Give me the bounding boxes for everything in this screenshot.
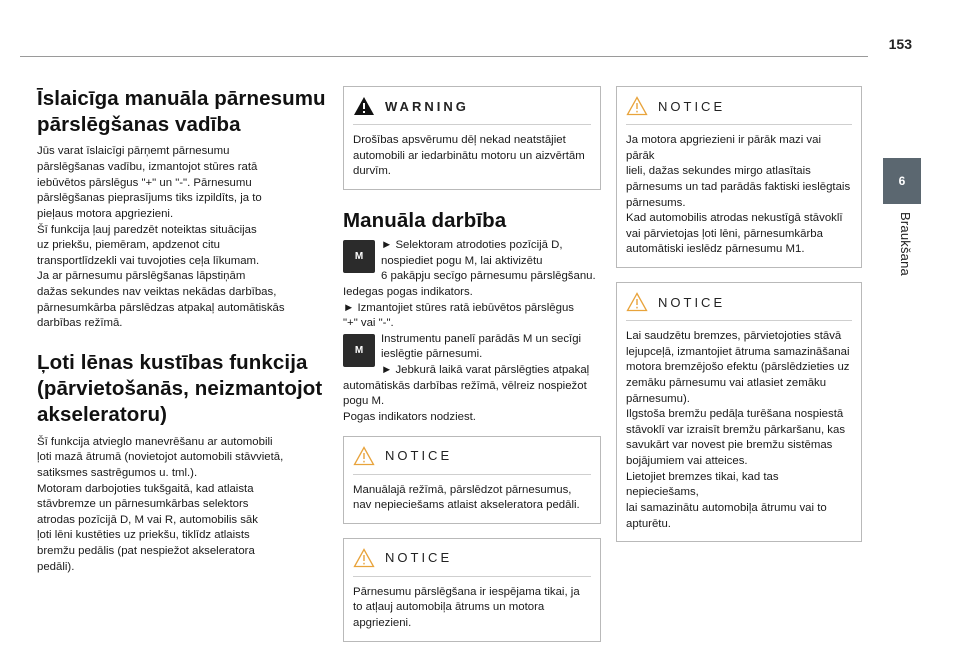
notice-box-2 bbox=[343, 538, 601, 642]
warning-label: WARNING bbox=[385, 98, 469, 114]
notice-label-3: NOTICE bbox=[658, 98, 726, 114]
column-left bbox=[37, 86, 327, 575]
heading-creep-function: Ļoti lēnas kustības funkcija (pārvietošanās, neizmantojot akseleratoru) bbox=[37, 350, 323, 427]
warning-header bbox=[353, 96, 591, 125]
notice-triangle-icon bbox=[353, 548, 375, 568]
notice-triangle-icon bbox=[626, 96, 648, 116]
paragraph-manual-operation-2: M Instrumentu panelī parādās M un secīgi ieslēgtie pārnesumi. ► Jebkurā laikā varat pārslēgties atpakaļ automātiskās darbības režīmā, vēlreiz nospiežot pogu M. Pogas indikators nodziest. bbox=[343, 332, 590, 423]
page-number: 153 bbox=[888, 36, 912, 52]
notice-header-3 bbox=[626, 96, 852, 125]
paragraph-creep-function: Šī funkcija atvieglo manevrēšanu ar automobili ļoti mazā ātrumā (novietojot automobili stāvvietā, satiksmes sastrēgumos u. tml.). Motoram darbojoties tukšgaitā, kad atlaista stāvbremze un pārnesumkārbas selektors atrodas pozīcijā D, M vai R, automobilis sāk ļoti lēni kustēties uz priekšu, tiklīdz atlaists bremžu pedālis (pat nespiežot akseleratora pedāli). bbox=[37, 435, 284, 573]
warning-triangle-icon bbox=[353, 96, 375, 116]
header-divider bbox=[20, 56, 868, 57]
notice-box-3 bbox=[616, 86, 862, 268]
warning-text: Drošības apsvērumu dēļ nekad neatstājiet automobili ar iedarbinātu motoru un aizvērtām durvīm. bbox=[353, 134, 585, 178]
column-middle bbox=[343, 86, 601, 642]
notice-label-1: NOTICE bbox=[385, 448, 453, 464]
chapter-title: Braukšana bbox=[898, 212, 913, 276]
notice-label-2: NOTICE bbox=[385, 550, 453, 566]
notice-text-2: Pārnesumu pārslēgšana ir iespējama tikai, ja to atļauj automobiļa ātrums un motora apgriezieni. bbox=[353, 585, 580, 630]
warning-box bbox=[343, 86, 601, 190]
notice-triangle-icon bbox=[626, 292, 648, 312]
notice-text-4: Lai saudzētu bremzes, pārvietojoties stāvā lejupceļā, izmantojiet ātruma samazināšanai motora bremzējošo efektu (pārslēdzieties uz zemāku pārnesumu vai atlasiet zemāku pārnesumu). Ilgstoša bremžu pedāļa turēšana nospiestā stāvoklī var izraisīt bremžu pārkaršanu, kas savukārt var novest pie bremžu sistēmas bojājumiem vai atteices. Lietojiet bremzes tikai, kad tas nepieciešams, lai samazinātu automobiļa ātrumu vai to apturētu. bbox=[626, 330, 850, 530]
notice-header-4 bbox=[626, 292, 852, 321]
instrument-panel-m-icon: M bbox=[343, 334, 375, 367]
notice-header-1 bbox=[353, 446, 591, 475]
chapter-tab[interactable]: 6 bbox=[883, 158, 921, 204]
notice-triangle-icon bbox=[353, 446, 375, 466]
notice-header-2 bbox=[353, 548, 591, 577]
heading-temporary-manual: Īslaicīga manuāla pārnesumu pārslēgšanas vadība bbox=[37, 87, 326, 137]
manual-mode-button-icon: M bbox=[343, 240, 375, 273]
heading-manual-operation: Manuāla darbība bbox=[343, 208, 507, 232]
notice-box-1 bbox=[343, 436, 601, 524]
notice-text-1: Manuālajā režīmā, pārslēdzot pārnesumus, nav nepieciešams atlaist akseleratora pedāli. bbox=[353, 483, 580, 512]
column-right bbox=[616, 86, 862, 542]
notice-label-4: NOTICE bbox=[658, 294, 726, 310]
notice-text-3: Ja motora apgriezieni ir pārāk mazi vai pārāk lieli, dažas sekundes mirgo atlasītais pārnesums un tad parādās faktiski ieslēgtais pārnesums. Kad automobilis atrodas nekustīgā stāvoklī vai pārvietojas ļoti lēni, pārnesumkārba automātiski ieslēdz pārnesumu M1. bbox=[626, 134, 851, 256]
paragraph-manual-operation-1: M ► Selektoram atrodoties pozīcijā D, nospiediet pogu M, lai aktivizētu 6 pakāpju secīgo pārnesumu pārslēgšanu. Iedegas pogas indikators. ► Izmantojiet stūres ratā iebūvētos pārslēgus "+" vai "-". bbox=[343, 239, 596, 330]
notice-box-4 bbox=[616, 282, 862, 542]
paragraph-temporary-manual: Jūs varat īslaicīgi pārņemt pārnesumu pārslēgšanas vadību, izmantojot stūres ratā iebūvētos pārslēgus "+" un "-". Pārnesumu pārslēgšanas pieprasījums tiks izpildīts, ja to pieļaus motora apgriezieni. Šī funkcija ļauj paredzēt noteiktas situācijas uz priekšu, piemēram, apdzenot citu transportlīdzekli vai tuvojoties ceļa līkumam. Ja ar pārnesumu pārslēgšanas lāpstiņām dažas sekundes nav veiktas nekādas darbības, pārnesumkārba pārslēdzas atpakaļ automātiskās darbības režīmā. bbox=[37, 145, 285, 330]
